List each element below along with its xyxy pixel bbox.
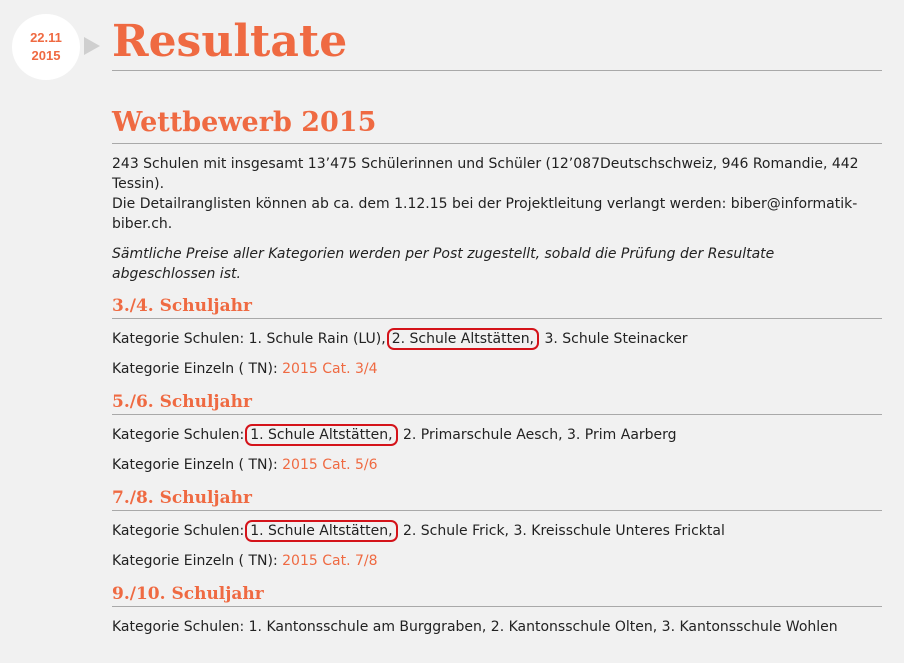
single-category-line: Kategorie Einzeln ( TN): 2015 Cat. 7/8: [112, 553, 378, 569]
single-category-line: Kategorie Einzeln ( TN): 2015 Cat. 3/4: [112, 361, 378, 377]
school-category-line: Kategorie Schulen: 1. Kantonsschule am Burggraben, 2. Kantonsschule Olten, 3. Kantonsschule Wohlen: [112, 619, 838, 635]
grade-title: 3./4. Schuljahr: [112, 295, 882, 319]
date-year: 2015: [31, 48, 61, 63]
intro-text: [112, 154, 882, 234]
grade-title: 7./8. Schuljahr: [112, 487, 882, 511]
school-category-line: Kategorie Schulen: 1. Schule Rain (LU), 2. Schule Altstätten, 3. Schule Steinacker: [112, 329, 882, 349]
prize-note: Sämtliche Preise aller Kategorien werden per Post zugestellt, sobald die Prüfung der Resultate abgeschlossen ist.: [112, 246, 775, 282]
grade-9-10: [112, 583, 882, 637]
grade-title: 5./6. Schuljahr: [112, 391, 882, 415]
category-link-3-4[interactable]: 2015 Cat. 3/4: [282, 361, 378, 377]
date-day: 22.11: [30, 30, 62, 45]
date-badge: [12, 14, 80, 80]
single-category-line: Kategorie Einzeln ( TN): 2015 Cat. 5/6: [112, 457, 378, 473]
highlighted-school: 1. Schule Altstätten,: [245, 520, 397, 542]
page-title: Resultate: [112, 0, 882, 71]
main-content: [112, 0, 882, 637]
intro-line-2: Die Detailranglisten können ab ca. dem 1.12.15 bei der Projektleitung verlangt werden: biber@informatik-biber.ch.: [112, 196, 858, 232]
highlighted-school: 2. Schule Altstätten,: [387, 328, 539, 350]
intro-line-1: 243 Schulen mit insgesamt 13’475 Schülerinnen und Schüler (12’087Deutschschweiz, 946 Romandie, 442 Tessin).: [112, 156, 859, 192]
school-category-line: Kategorie Schulen: 1. Schule Altstätten, 2. Primarschule Aesch, 3. Prim Aarberg: [112, 425, 882, 445]
highlighted-school: 1. Schule Altstätten,: [245, 424, 397, 446]
grade-3-4: [112, 295, 882, 379]
badge-arrow-icon: [84, 37, 100, 55]
school-category-line: Kategorie Schulen: 1. Schule Altstätten, 2. Schule Frick, 3. Kreisschule Unteres Fricktal: [112, 521, 882, 541]
category-link-5-6[interactable]: 2015 Cat. 5/6: [282, 457, 378, 473]
category-link-7-8[interactable]: 2015 Cat. 7/8: [282, 553, 378, 569]
section-title: Wettbewerb 2015: [112, 105, 882, 144]
grade-5-6: [112, 391, 882, 475]
grade-title: 9./10. Schuljahr: [112, 583, 882, 607]
grade-7-8: [112, 487, 882, 571]
